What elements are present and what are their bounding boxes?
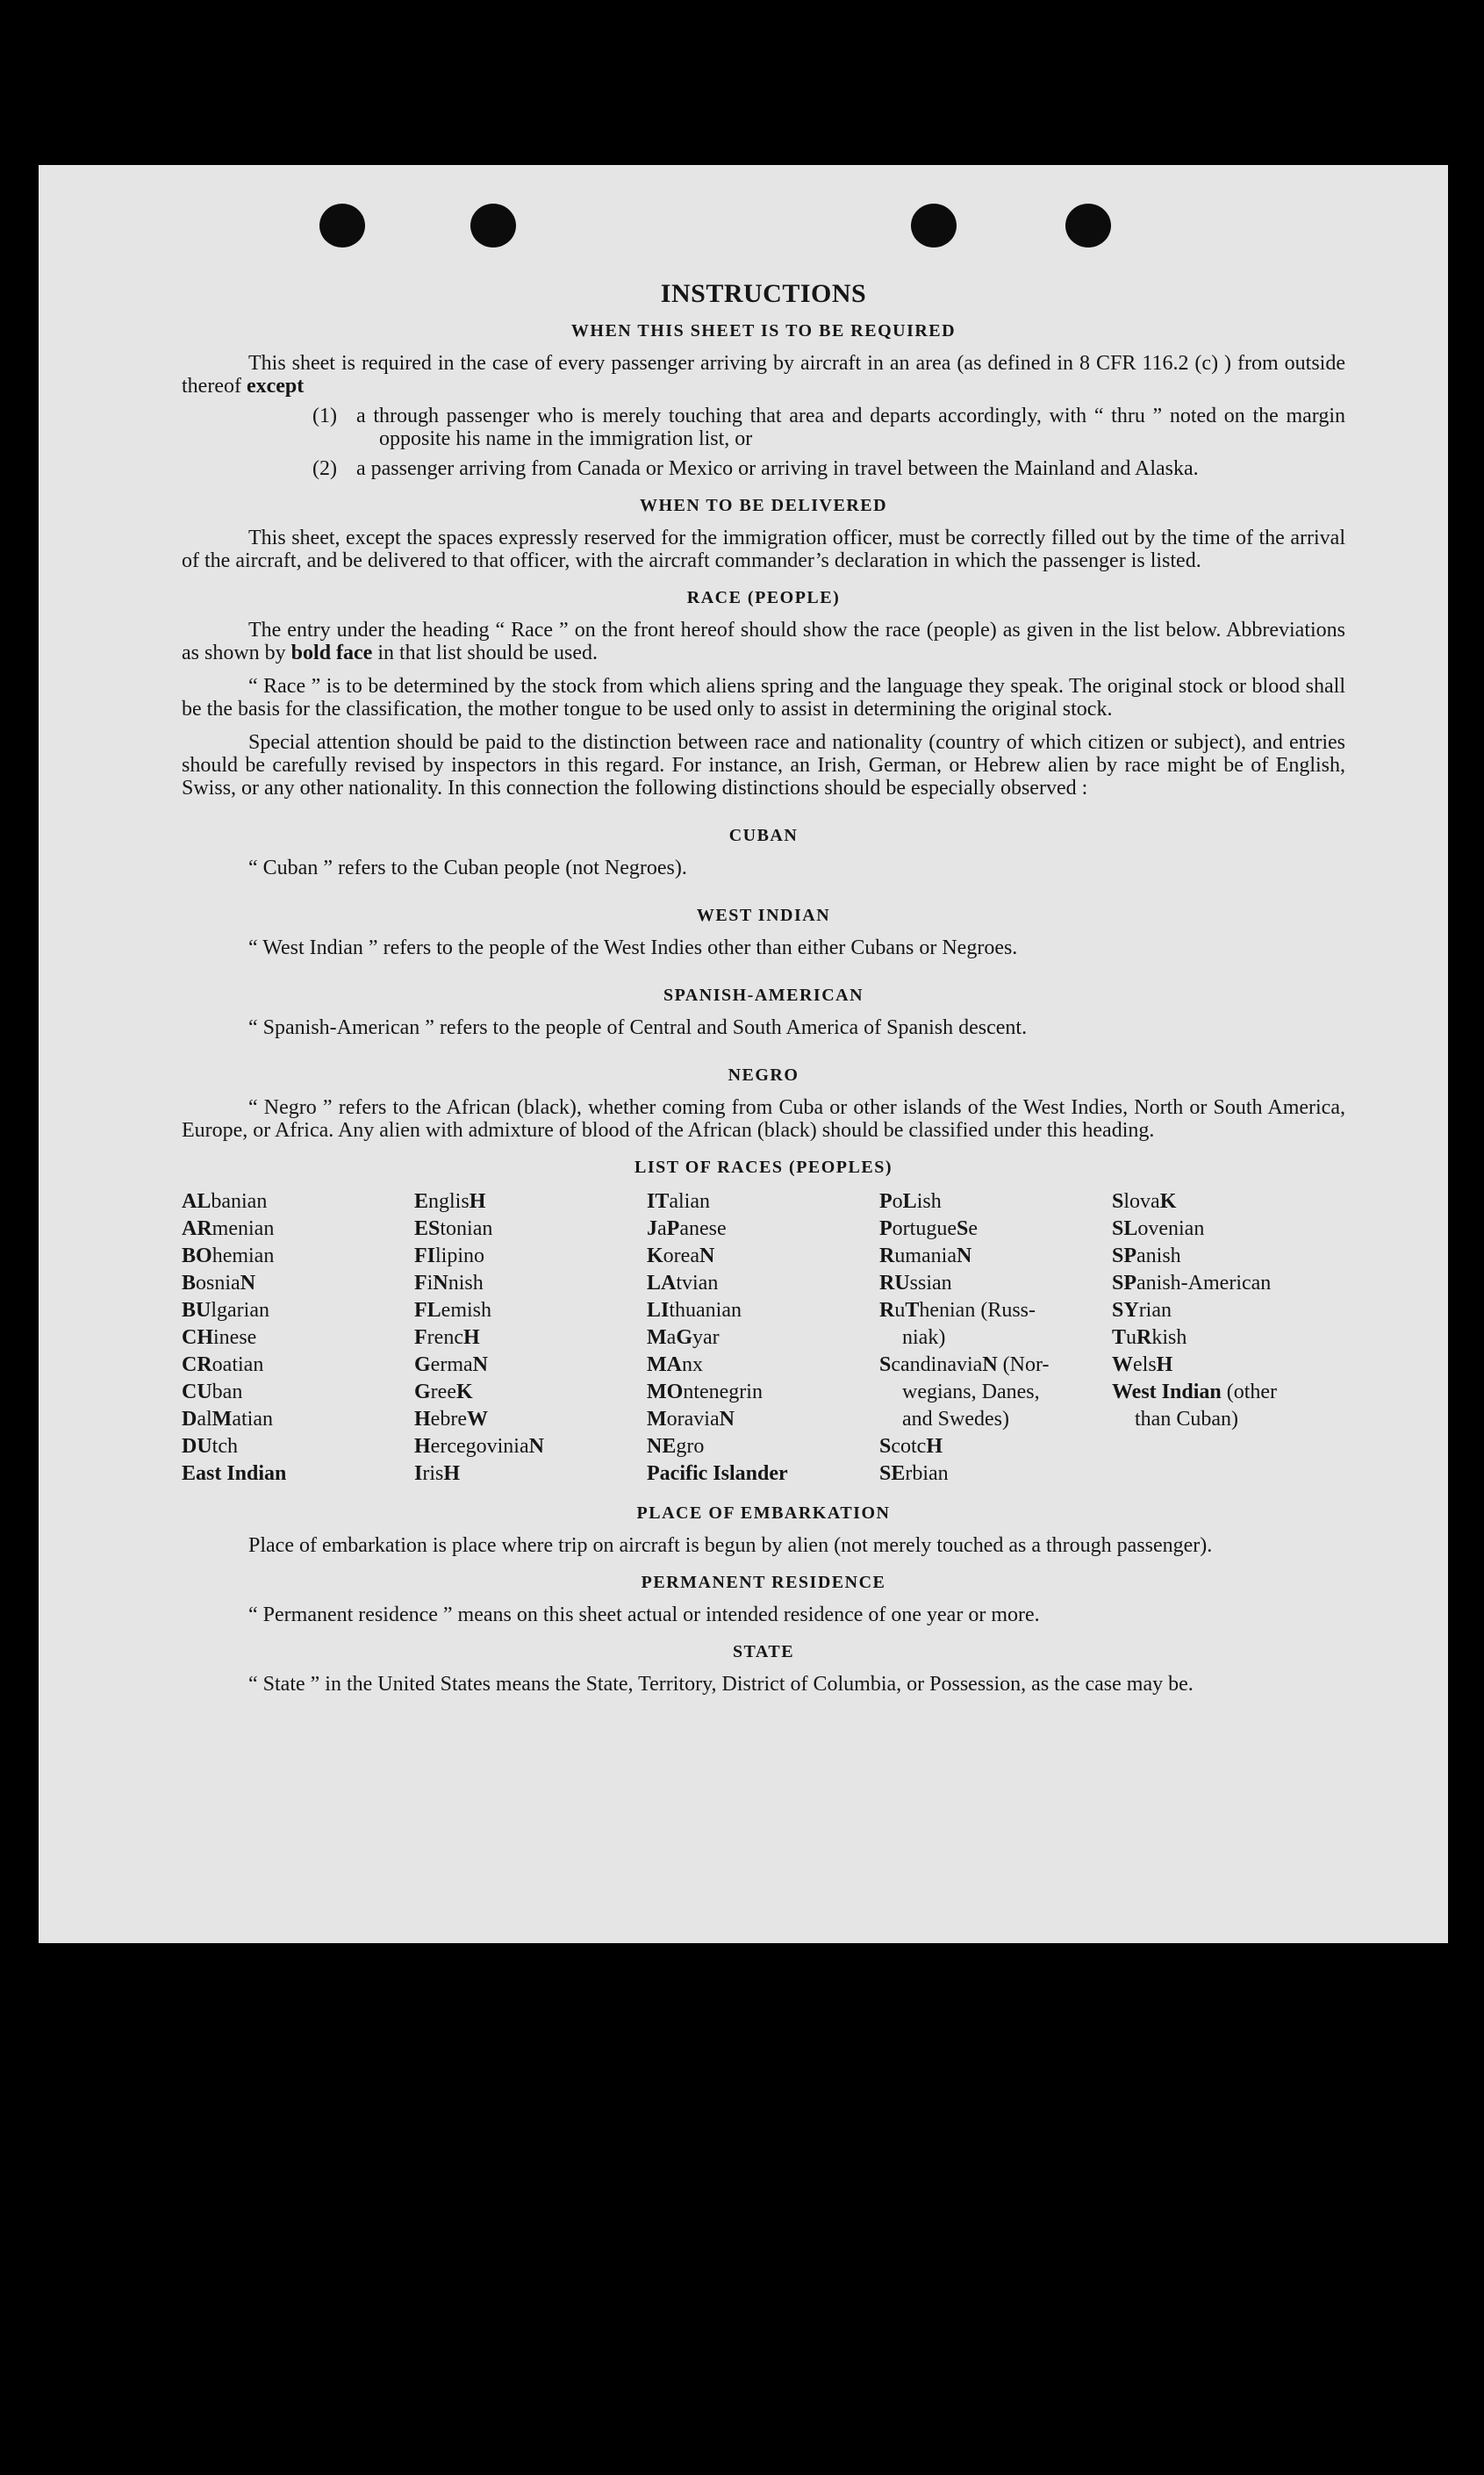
heading-residence: PERMANENT RESIDENCE (641, 1573, 886, 1592)
race-entry: BOhemian (182, 1245, 275, 1267)
race-column (414, 1188, 647, 1488)
heading-west-indian: WEST INDIAN (696, 906, 831, 925)
race-entry: ScotcH (879, 1435, 943, 1458)
instructions-content (182, 279, 1345, 1696)
race-entry: MaGyar (647, 1326, 720, 1349)
list-number: (2) (312, 457, 337, 480)
race-column (1112, 1188, 1344, 1488)
race-entry: EnglisH (414, 1190, 486, 1213)
race-entry: KoreaN (647, 1245, 715, 1267)
race-entry: RumaniaN (879, 1245, 972, 1267)
heading-spanish-american: SPANISH-AMERICAN (663, 986, 864, 1005)
race-entry: FIlipino (414, 1245, 485, 1267)
race-entry: Pacific Islander (647, 1462, 788, 1485)
race-entry: TuRkish (1112, 1326, 1187, 1349)
list-item (182, 405, 1345, 450)
race-entry: MoraviaN (647, 1408, 735, 1431)
cuban-paragraph: “ Cuban ” refers to the Cuban people (not Negroes). (248, 857, 687, 879)
negro-paragraph: “ Negro ” refers to the African (black), whether coming from Cuba or other islands of the West Indies, North or South America, Europe, or Africa. Any alien with admixture of blood of the African (black) should be classified under this heading. (182, 1096, 1345, 1142)
list-text: a passenger arriving from Canada or Mexico or arriving in travel between the Mainland and Alaska. (356, 457, 1199, 480)
list-text: a through passenger who is merely touching that area and departs accordingly, with “ thru ” noted on the margin opposite his name in the immigration list, or (356, 405, 1345, 450)
race-entry: MOntenegrin (647, 1381, 763, 1403)
page-title: INSTRUCTIONS (660, 279, 867, 308)
list-number: (1) (312, 405, 337, 427)
race-entry: ScandinaviaN (Nor- wegians, Danes, and Swedes) (879, 1353, 1050, 1431)
race-entry: IrisH (414, 1462, 461, 1485)
spanish-american-paragraph: “ Spanish-American ” refers to the people of Central and South America of Spanish descent. (248, 1016, 1028, 1039)
race-entry: SlovaK (1112, 1190, 1177, 1213)
race-column (647, 1188, 879, 1488)
punch-hole (1065, 204, 1111, 248)
race-entry: HebreW (414, 1408, 488, 1431)
race-entry: BosniaN (182, 1272, 256, 1295)
list-item (182, 457, 1345, 480)
race-entry: SPanish-American (1112, 1272, 1272, 1295)
race-entry: SErbian (879, 1462, 949, 1485)
race-entry: SLovenian (1112, 1217, 1205, 1240)
race-entry: EStonian (414, 1217, 493, 1240)
heading-negro: NEGRO (728, 1065, 799, 1085)
race-entry: DUtch (182, 1435, 238, 1458)
required-paragraph: This sheet is required in the case of every passenger arriving by aircraft in an area (as defined in 8 CFR 116.2 (c) ) from outside thereof except (182, 352, 1345, 398)
embarkation-paragraph: Place of embarkation is place where trip on aircraft is begun by alien (not merely touched as a through passenger). (248, 1534, 1213, 1557)
punch-hole (319, 204, 365, 248)
state-paragraph: “ State ” in the United States means the State, Territory, District of Columbia, or Possession, as the case may be. (248, 1673, 1194, 1696)
race-entry: CHinese (182, 1326, 257, 1349)
race-entry: BUlgarian (182, 1299, 269, 1322)
race-entry: HercegoviniaN (414, 1435, 544, 1458)
race-paragraph-2: “ Race ” is to be determined by the stock from which aliens spring and the language they speak. The original stock or blood shall be the basis for the classification, the mother tongue to be used only to assist in determining the original stock. (182, 675, 1345, 721)
race-entry: SPanish (1112, 1245, 1181, 1267)
race-entry: GermaN (414, 1353, 488, 1376)
heading-embarkation: PLACE OF EMBARKATION (636, 1503, 891, 1523)
race-column (182, 1188, 414, 1488)
race-entry: DalMatian (182, 1408, 273, 1431)
residence-paragraph: “ Permanent residence ” means on this sheet actual or intended residence of one year or more. (248, 1603, 1040, 1626)
race-entry: GreeK (414, 1381, 473, 1403)
heading-cuban: CUBAN (728, 826, 799, 845)
heading-required: WHEN THIS SHEET IS TO BE REQUIRED (570, 321, 957, 341)
document-sheet (39, 165, 1448, 1943)
race-entry: RuThenian (Russ- niak) (879, 1299, 1036, 1349)
race-entry: LAtvian (647, 1272, 719, 1295)
race-entry: RUssian (879, 1272, 952, 1295)
race-entry: WelsH (1112, 1353, 1173, 1376)
race-entry: MAnx (647, 1353, 703, 1376)
race-column (879, 1188, 1112, 1488)
west-indian-paragraph: “ West Indian ” refers to the people of the West Indies other than either Cubans or Negroes. (248, 936, 1018, 959)
race-paragraph-3: Special attention should be paid to the distinction between race and nationality (country of which citizen or subject), and entries should be carefully revised by inspectors in this regard. For instance, an Irish, German, or Hebrew alien by race might be of English, Swiss, or any other nationality. In this connection the following distinctions should be especially observed : (182, 731, 1345, 800)
punch-hole (470, 204, 516, 248)
race-entry: ARmenian (182, 1217, 275, 1240)
race-paragraph-1: The entry under the heading “ Race ” on the front hereof should show the race (people) as given in the list below. Abbreviations as shown by bold face in that list should be used. (182, 619, 1345, 664)
race-entry: PoLish (879, 1190, 942, 1213)
heading-race: RACE (PEOPLE) (686, 588, 841, 607)
race-entry: ITalian (647, 1190, 710, 1213)
race-entry: FrencH (414, 1326, 480, 1349)
race-entry: SYrian (1112, 1299, 1172, 1322)
heading-state: STATE (732, 1642, 795, 1661)
heading-races-list: LIST OF RACES (PEOPLES) (634, 1158, 893, 1177)
race-entry: FLemish (414, 1299, 491, 1322)
race-entry: LIthuanian (647, 1299, 742, 1322)
race-entry: East Indian (182, 1462, 287, 1485)
punch-hole (911, 204, 957, 248)
races-list (182, 1188, 1345, 1488)
race-entry: CUban (182, 1381, 243, 1403)
race-entry: West Indian (other than Cuban) (1112, 1381, 1278, 1431)
heading-delivered: WHEN TO BE DELIVERED (639, 496, 888, 515)
race-entry: FiNnish (414, 1272, 484, 1295)
delivered-paragraph: This sheet, except the spaces expressly reserved for the immigration officer, must be correctly filled out by the time of the arrival of the aircraft, and be delivered to that officer, with the aircraft commander’s declaration in which the passenger is listed. (182, 527, 1345, 572)
race-entry: NEgro (647, 1435, 705, 1458)
race-entry: CRoatian (182, 1353, 264, 1376)
race-entry: ALbanian (182, 1190, 268, 1213)
race-entry: JaPanese (647, 1217, 727, 1240)
race-entry: PortugueSe (879, 1217, 978, 1240)
